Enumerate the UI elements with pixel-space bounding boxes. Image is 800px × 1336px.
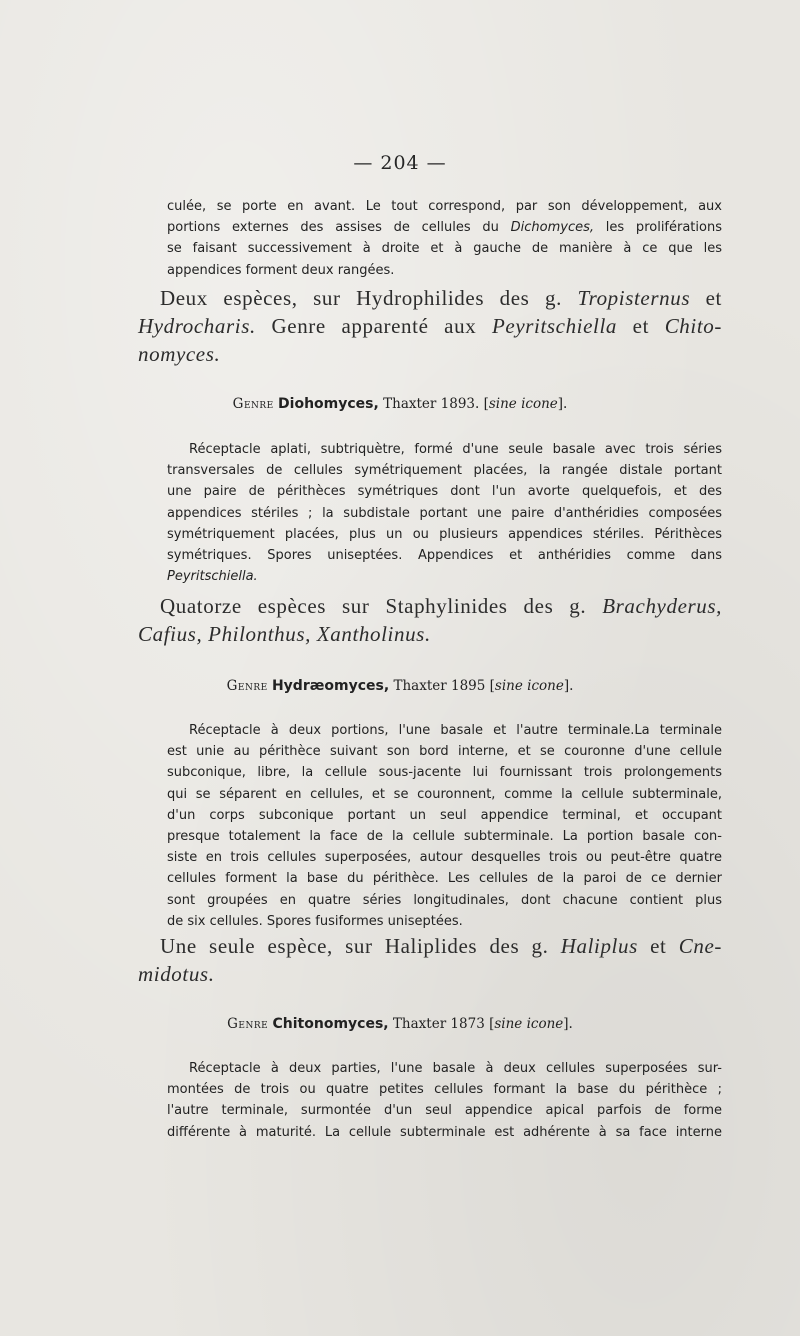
text-line: culée, se porte en avant. Le tout correspond, par son développement, aux <box>167 199 722 214</box>
text-line: transversales de cellules symétriquement placées, la rangée distale portant <box>167 463 722 479</box>
genre-heading-diohomyces: Genre Diohomyces, Thaxter 1893. [sine icone]. <box>232 396 568 412</box>
text-line: est unie au périthèce suivant son bord interne, et se couronne d'une cellule <box>167 744 722 760</box>
hydraeomyces-description <box>167 720 722 932</box>
text-line: subconique, libre, la cellule sous-jacente lui fournissant trois prolongements <box>167 765 722 781</box>
genre-heading-chitonomyces: Genre Chitonomyces, Thaxter 1873 [sine icone]. <box>227 1016 573 1032</box>
text-line: Réceptacle aplati, subtriquètre, formé d'une seule basale avec trois séries <box>189 442 722 457</box>
text-line: cellules forment la base du périthèce. Les cellules de la paroi de ce dernier <box>167 871 722 887</box>
text-line: d'un corps subconique portant un seul appendice terminal, et occupant <box>167 807 722 823</box>
note-line: Une seule espèce, sur Haliplides des g. Haliplus et Cne- <box>160 934 722 958</box>
species-note-1 <box>138 284 722 368</box>
text-line: portions externes des assises de cellules du Dichomyces, les proliférations <box>167 220 722 236</box>
note-line: Quatorze espèces sur Staphylinides des g. Brachyderus, <box>160 594 722 618</box>
text-line: Réceptacle à deux portions, l'une basale et l'autre terminale.La terminale <box>189 723 722 738</box>
note-line: Deux espèces, sur Hydrophilides des g. Tropisternus et <box>160 286 722 310</box>
text-line: différente à maturité. La cellule subterminale est adhérente à sa face interne <box>167 1124 722 1140</box>
text-line: symétriques. Spores uniseptées. Appendices et anthéridies comme dans <box>167 548 722 564</box>
genre-heading-hydraeomyces: Genre Hydræomyces, Thaxter 1895 [sine icone]. <box>226 678 574 694</box>
text-line: appendices forment deux rangées. <box>167 262 395 278</box>
text-line: presque totalement la face de la cellule subterminale. La portion basale con- <box>167 829 722 845</box>
page-number: — 204 — <box>353 152 447 174</box>
text-line: Peyritschiella. <box>167 569 258 585</box>
text-line: qui se séparent en cellules, et se couronnent, comme la cellule subterminale, <box>167 786 722 802</box>
text-line: appendices stériles ; la subdistale portant une paire d'anthéridies composées <box>167 505 722 521</box>
text-line: de six cellules. Spores fusiformes uniseptées. <box>167 913 463 929</box>
species-note-2 <box>138 592 722 648</box>
text-line: se faisant successivement à droite et à gauche de manière à ce que les <box>167 241 722 257</box>
text-line: montées de trois ou quatre petites cellules formant la base du périthèce ; <box>167 1082 722 1098</box>
text-line: Réceptacle à deux parties, l'une basale à deux cellules superposées sur- <box>189 1061 722 1076</box>
text-line: l'autre terminale, surmontée d'un seul appendice apical parfois de forme <box>167 1103 722 1119</box>
text-line: une paire de périthèces symétriques dont l'un avorte quelquefois, et des <box>167 484 722 500</box>
note-line: nomyces. <box>138 342 221 366</box>
intro-paragraph <box>167 196 722 281</box>
chitonomyces-description <box>167 1058 722 1143</box>
text-line: symétriquement placées, plus un ou plusieurs appendices stériles. Périthèces <box>167 526 722 542</box>
text-line: siste en trois cellules superposées, autour desquelles trois ou peut-être quatre <box>167 850 722 866</box>
diohomyces-description <box>167 439 722 587</box>
note-line: Hydrocharis. Genre apparenté aux Peyritschiella et Chito- <box>138 314 722 338</box>
species-note-3 <box>138 932 722 988</box>
text-line: sont groupées en quatre séries longitudinales, dont chacune contient plus <box>167 892 722 908</box>
taxon-name: Dichomyces, <box>510 220 595 236</box>
note-line: midotus. <box>138 962 215 986</box>
note-line: Cafius, Philonthus, Xantholinus. <box>138 622 431 646</box>
